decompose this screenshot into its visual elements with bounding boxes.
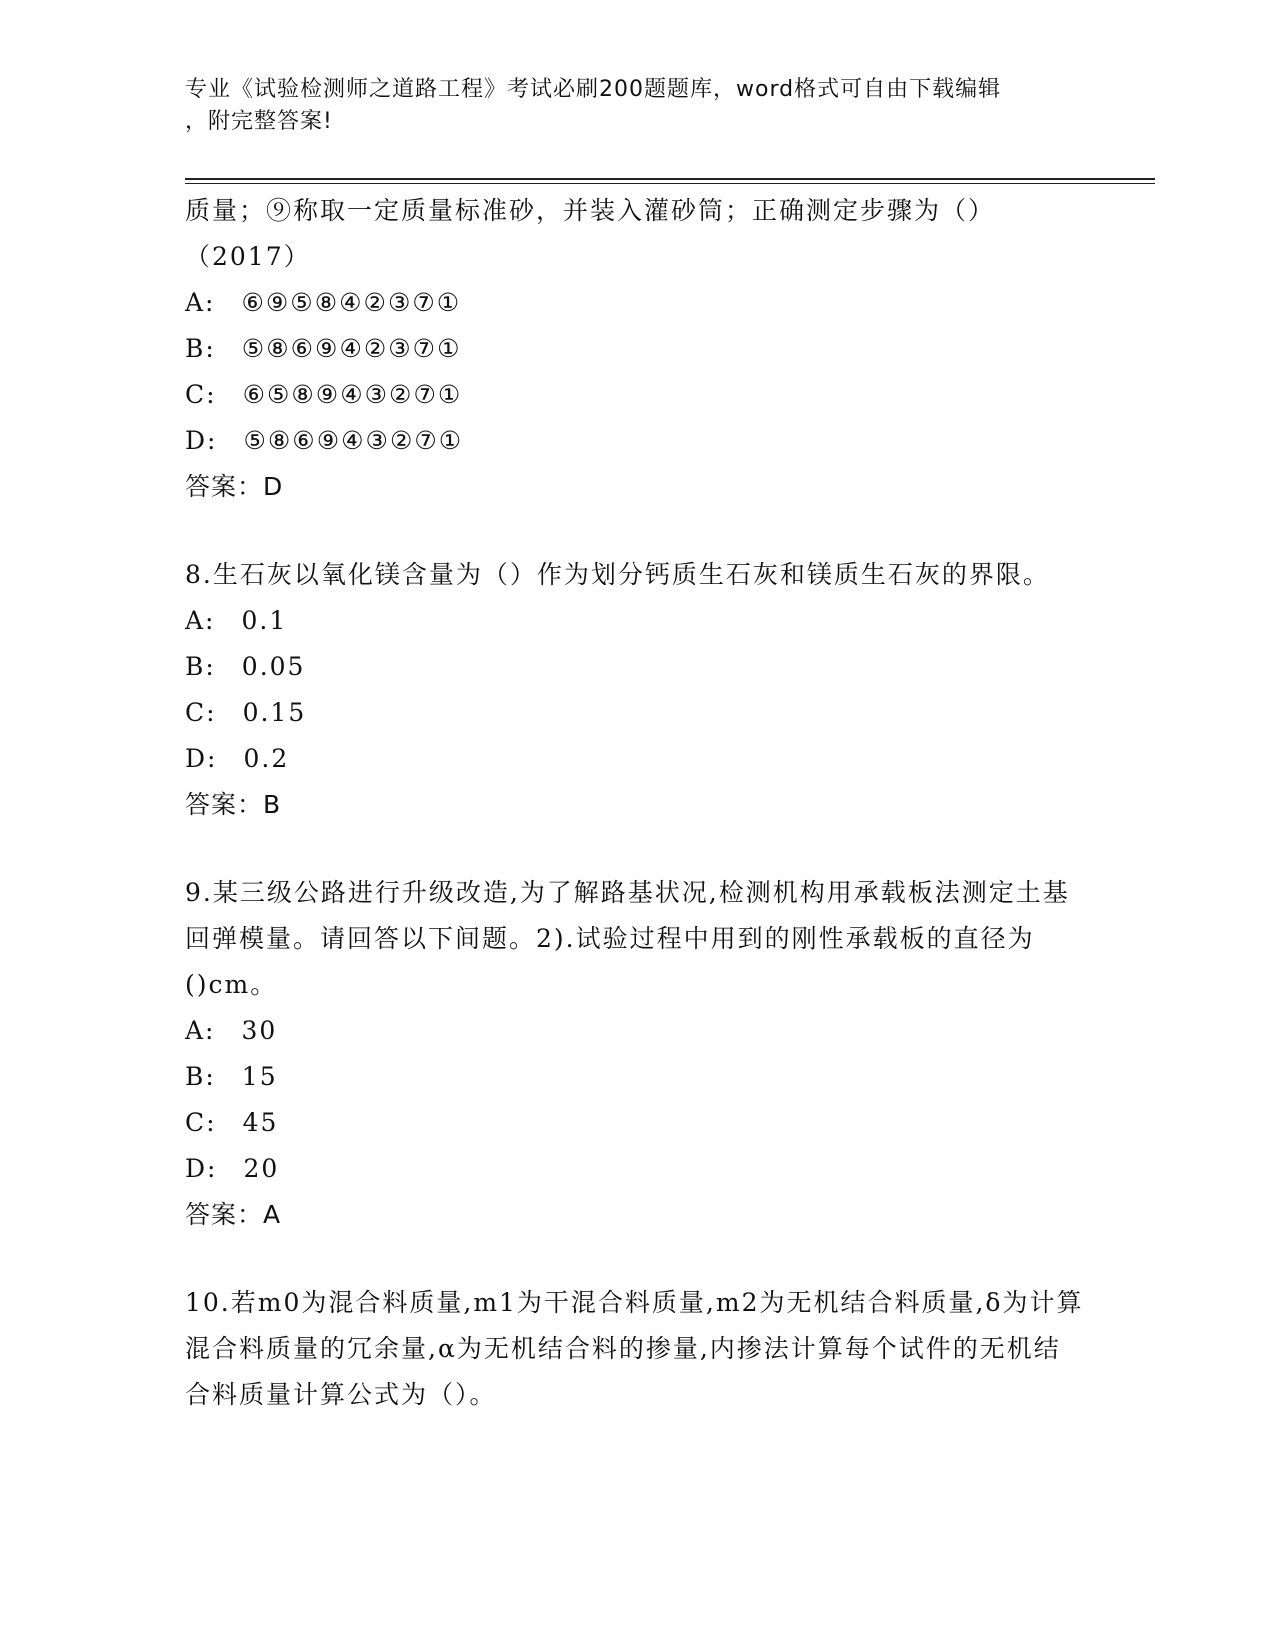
question-list	[185, 188, 1085, 1418]
option-value: 0.15	[242, 698, 307, 727]
option-c	[185, 1100, 1085, 1146]
option-letter: D:	[185, 744, 218, 773]
option-letter: B:	[185, 1062, 216, 1091]
question-text: 10.若m0为混合料质量,m1为干混合料质量,m2为无机结合料质量,δ为计算混合料质量的冗余量,α为无机结合料的掺量,内掺法计算每个试件的无机结合料质量计算公式为（）。	[185, 1288, 1084, 1409]
option-value: ⑤⑧⑥⑨④③②⑦①	[243, 426, 464, 455]
header-subtitle-line: ，附完整答案!	[185, 109, 333, 134]
question-block	[185, 870, 1085, 1238]
option-value: ⑥⑨⑤⑧④②③⑦①	[241, 288, 462, 317]
option-a	[185, 598, 1085, 644]
option-value: ⑤⑧⑥⑨④②③⑦①	[241, 334, 462, 363]
answer-line: 答案：A	[185, 1200, 282, 1229]
question-text: 8.生石灰以氧化镁含量为（）作为划分钙质生石灰和镁质生石灰的界限。	[185, 560, 1050, 589]
option-value: 0.2	[243, 744, 290, 773]
option-a	[185, 1008, 1085, 1054]
option-value: 15	[241, 1062, 278, 1091]
document-header	[185, 74, 1065, 138]
option-value: 0.1	[241, 606, 288, 635]
option-letter: A:	[185, 606, 216, 635]
option-b	[185, 326, 1085, 372]
header-title-line: 专业《试验检测师之道路工程》考试必刷200题题库，word格式可自由下载编辑	[185, 77, 1002, 102]
option-letter: A:	[185, 1016, 216, 1045]
option-value: 30	[241, 1016, 278, 1045]
option-letter: D:	[185, 426, 218, 455]
option-value: 45	[242, 1108, 279, 1137]
option-letter: C:	[185, 698, 217, 727]
question-block	[185, 552, 1085, 828]
option-value: 20	[243, 1154, 280, 1183]
question-block	[185, 188, 1085, 510]
header-divider	[185, 178, 1155, 180]
option-letter: D:	[185, 1154, 218, 1183]
option-letter: C:	[185, 380, 217, 409]
option-letter: A:	[185, 288, 216, 317]
option-value: ⑥⑤⑧⑨④③②⑦①	[242, 380, 463, 409]
question-text: 质量；⑨称取一定质量标准砂，并装入灌砂筒；正确测定步骤为（）（2017）	[185, 196, 996, 271]
option-d	[185, 1146, 1085, 1192]
option-c	[185, 372, 1085, 418]
option-a	[185, 280, 1085, 326]
question-block	[185, 1280, 1085, 1418]
option-value: 0.05	[241, 652, 306, 681]
answer-line: 答案：D	[185, 472, 284, 501]
header-divider-thin	[185, 183, 1155, 184]
option-b	[185, 644, 1085, 690]
question-text: 9.某三级公路进行升级改造,为了解路基状况,检测机构用承载板法测定土基回弹模量。请回答以下间题。2).试验过程中用到的刚性承载板的直径为()cm。	[185, 878, 1070, 999]
option-letter: B:	[185, 652, 216, 681]
option-b	[185, 1054, 1085, 1100]
option-letter: C:	[185, 1108, 217, 1137]
option-d	[185, 736, 1085, 782]
option-letter: B:	[185, 334, 216, 363]
option-d	[185, 418, 1085, 464]
answer-line: 答案：B	[185, 790, 282, 819]
option-c	[185, 690, 1085, 736]
